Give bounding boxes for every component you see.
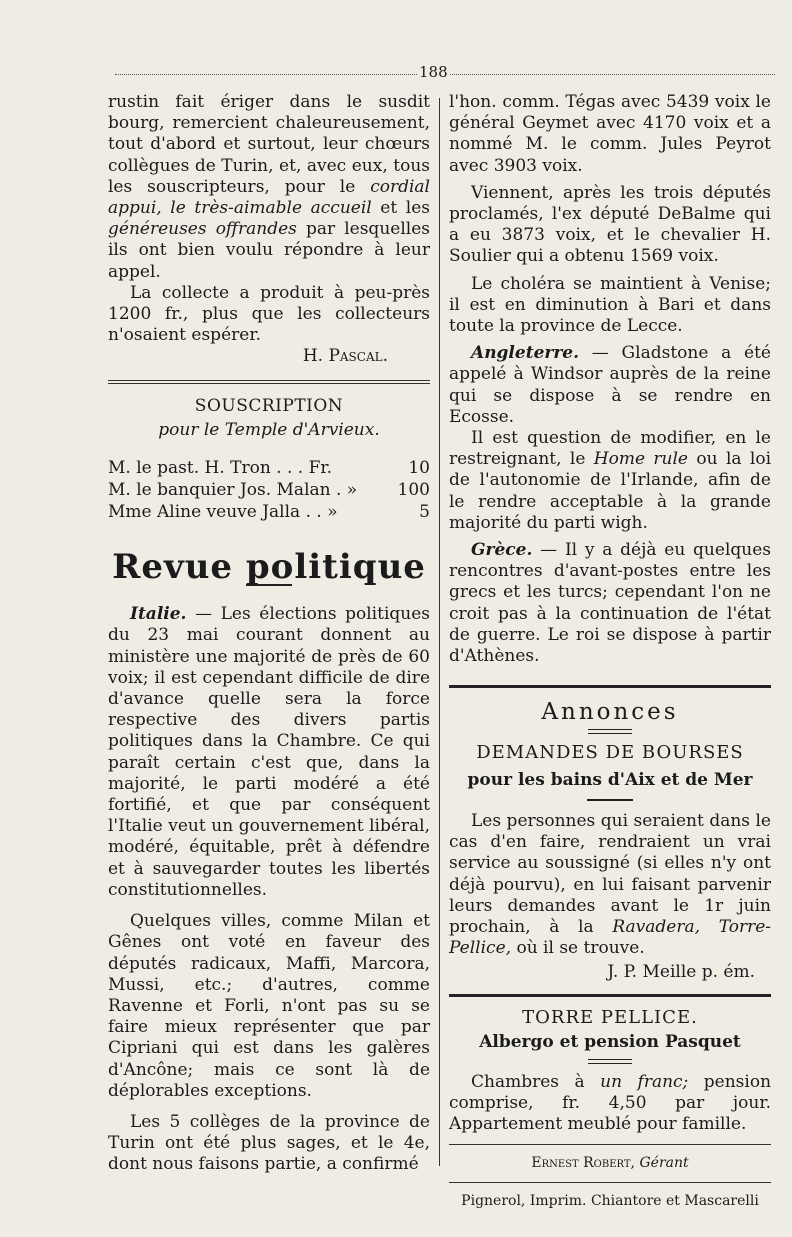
homerule-text-b: ou la loi de l'autonomie de l'Irlande, afin de le rendre acceptable à la grande majorité du parti wigh. bbox=[449, 449, 772, 533]
subscriber-name: Mme Aline veuve Jalla . . » bbox=[108, 502, 338, 523]
italie-text: — Les élections politiques du 23 mai courant donnent au ministère une majorité de près de 60 voix; il est cependant difficile de dire d'avance quelle sera la force respective des divers partis politiques dans la Chambre. Ce qui paraît certain c'est que, dans la majorité, le parti modéré a été fortifié, et que par conséquent l'Italie veut un gouvernement libéral, modéré, équitable, prêt à défendre et à sauvegarder toutes les libertés constitutionnelles. bbox=[108, 604, 430, 900]
thanks-italic-1: cordial appui, le très-aimable accueil bbox=[108, 176, 430, 219]
angleterre-lead: Angleterre. bbox=[471, 343, 580, 364]
list-item bbox=[108, 479, 430, 501]
collecte-paragraph: La collecte a produit à peu-près 1200 fr., plus que les collecteurs n'osaient espérer. bbox=[108, 282, 430, 346]
colleges-paragraph: Les 5 collèges de la province de Turin ont été plus sages, et le 4e, dont nous faisons partie, a confirmé bbox=[108, 1111, 430, 1175]
column-divider bbox=[439, 98, 440, 1166]
villes-paragraph: Quelques villes, comme Milan et Gênes ont voté en faveur des députés radicaux, Maffi, Marcora, Mussi, etc.; d'autres, comme Ravenne et Forli, n'ont pas su se faire mieux représenter que par Cipriani qui est dans les galères d'Ancône; mais ce sont là de déplorables exceptions. bbox=[108, 911, 430, 1101]
albergo-ornament bbox=[588, 1059, 632, 1064]
subscriber-amount: 100 bbox=[397, 480, 430, 501]
bains-dash bbox=[587, 799, 633, 801]
demandes-text-a: Les personnes qui seraient dans le cas d'en faire, rendraient un vrai service au soussigné (si elles n'y ont déjà pourvu), en lui faisant parvenir leurs demandes avant le 1r juin prochain, à la bbox=[449, 810, 771, 937]
albergo-italic: un franc; bbox=[600, 1071, 689, 1092]
grece-lead: Grèce. bbox=[471, 540, 533, 561]
annonces-title: Annonces bbox=[541, 699, 679, 726]
subscriber-amount: 5 bbox=[419, 502, 430, 523]
thanks-mid: et les bbox=[380, 198, 430, 219]
angleterre-paragraph bbox=[449, 343, 771, 428]
page-number: 188 bbox=[419, 63, 448, 81]
gerant-rule bbox=[449, 1144, 771, 1145]
demandes-title: DEMANDES DE BOURSES bbox=[476, 742, 744, 764]
election-results: l'hon. comm. Tégas avec 5439 voix le général Geymet avec 4170 voix et a nommé M. le comm. Jules Peyrot avec 3903 voix. bbox=[449, 92, 771, 176]
albergo-text-a: Chambres à bbox=[471, 1071, 585, 1092]
thanks-end: par lesquelles ils ont bien voulu répondre à leur appel. bbox=[108, 219, 430, 282]
thanks-text: rustin fait ériger dans le susdit bourg, remercient chaleureusement, tout d'abord et surtout, leur chœurs collègues de Turin, et, avec eux, tous les souscripteurs, pour le bbox=[108, 92, 430, 197]
demandes-paragraph bbox=[449, 811, 771, 959]
demandes-text-b: où il se trouve. bbox=[516, 938, 645, 959]
grece-paragraph bbox=[449, 540, 771, 667]
right-column bbox=[449, 92, 771, 1212]
subscriber-amount: 10 bbox=[408, 458, 430, 479]
list-item bbox=[108, 457, 430, 479]
italie-lead: Italie. bbox=[130, 604, 187, 625]
list-item bbox=[108, 501, 430, 523]
imprimeur-line: Pignerol, Imprim. Chiantore et Mascarelli bbox=[461, 1192, 759, 1209]
subscriber-name: M. le past. H. Tron . . . Fr. bbox=[108, 458, 333, 479]
signature-meille: J. P. Meille p. ém. bbox=[607, 962, 755, 983]
gerant-title: Gérant bbox=[639, 1154, 689, 1171]
gerant-name: Ernest Robert, bbox=[531, 1154, 636, 1171]
angleterre-text: — Gladstone a été appelé à Windsor auprès de la reine qui se dispose à se rendre en Ecosse. bbox=[449, 343, 771, 427]
grece-text: — Il y a déjà eu quelques rencontres d'avant-postes entre les grecs et les turcs; cependant l'on ne croit pas à la continuation de l'état de guerre. Le roi se dispose à partir d'Athènes. bbox=[449, 540, 771, 667]
albergo-title: Albergo et pension Pasquet bbox=[479, 1031, 741, 1052]
homerule-italic: Home rule bbox=[593, 449, 688, 470]
revue-title: Revue politique bbox=[112, 547, 426, 588]
left-column bbox=[108, 92, 430, 1176]
signature-pascal: H. Pascal. bbox=[302, 346, 388, 367]
thanks-italic-2: généreuses offrandes bbox=[108, 219, 297, 240]
souscription-title: SOUSCRIPTION bbox=[194, 395, 344, 416]
souscription-subtitle: pour le Temple d'Arvieux. bbox=[158, 419, 380, 440]
demandes-italic: Ravadera, Torre-Pellice, bbox=[449, 916, 772, 959]
homerule-paragraph bbox=[449, 428, 771, 534]
homerule-text-a: Il est question de modifier, en le restreignant, le bbox=[449, 428, 771, 470]
gerant-line bbox=[449, 1153, 771, 1174]
annonces-ornament bbox=[588, 729, 632, 734]
thanks-paragraph bbox=[108, 92, 430, 283]
subscription-list bbox=[108, 457, 430, 523]
section-rule bbox=[108, 380, 430, 384]
imprim-rule bbox=[449, 1182, 771, 1183]
cholera-paragraph: Le choléra se maintient à Venise; il est en diminution à Bari et dans toute la province de Lecce. bbox=[449, 273, 771, 337]
torre-title: TORRE PELLICE. bbox=[522, 1006, 698, 1028]
subscriber-name: M. le banquier Jos. Malan . » bbox=[108, 480, 358, 501]
albergo-paragraph bbox=[449, 1072, 771, 1136]
annonces-rule bbox=[449, 685, 771, 688]
torre-rule bbox=[449, 994, 771, 997]
deputes-paragraph: Viennent, après les trois députés proclamés, l'ex député DeBalme qui a eu 3873 voix, et le chevalier H. Soulier qui a obtenu 1569 voix. bbox=[449, 182, 771, 267]
albergo-text-b: pension comprise, fr. 4,50 par jour. Appartement meublé pour famille. bbox=[449, 1071, 772, 1135]
bains-subtitle: pour les bains d'Aix et de Mer bbox=[467, 769, 753, 790]
italie-paragraph bbox=[108, 604, 430, 901]
